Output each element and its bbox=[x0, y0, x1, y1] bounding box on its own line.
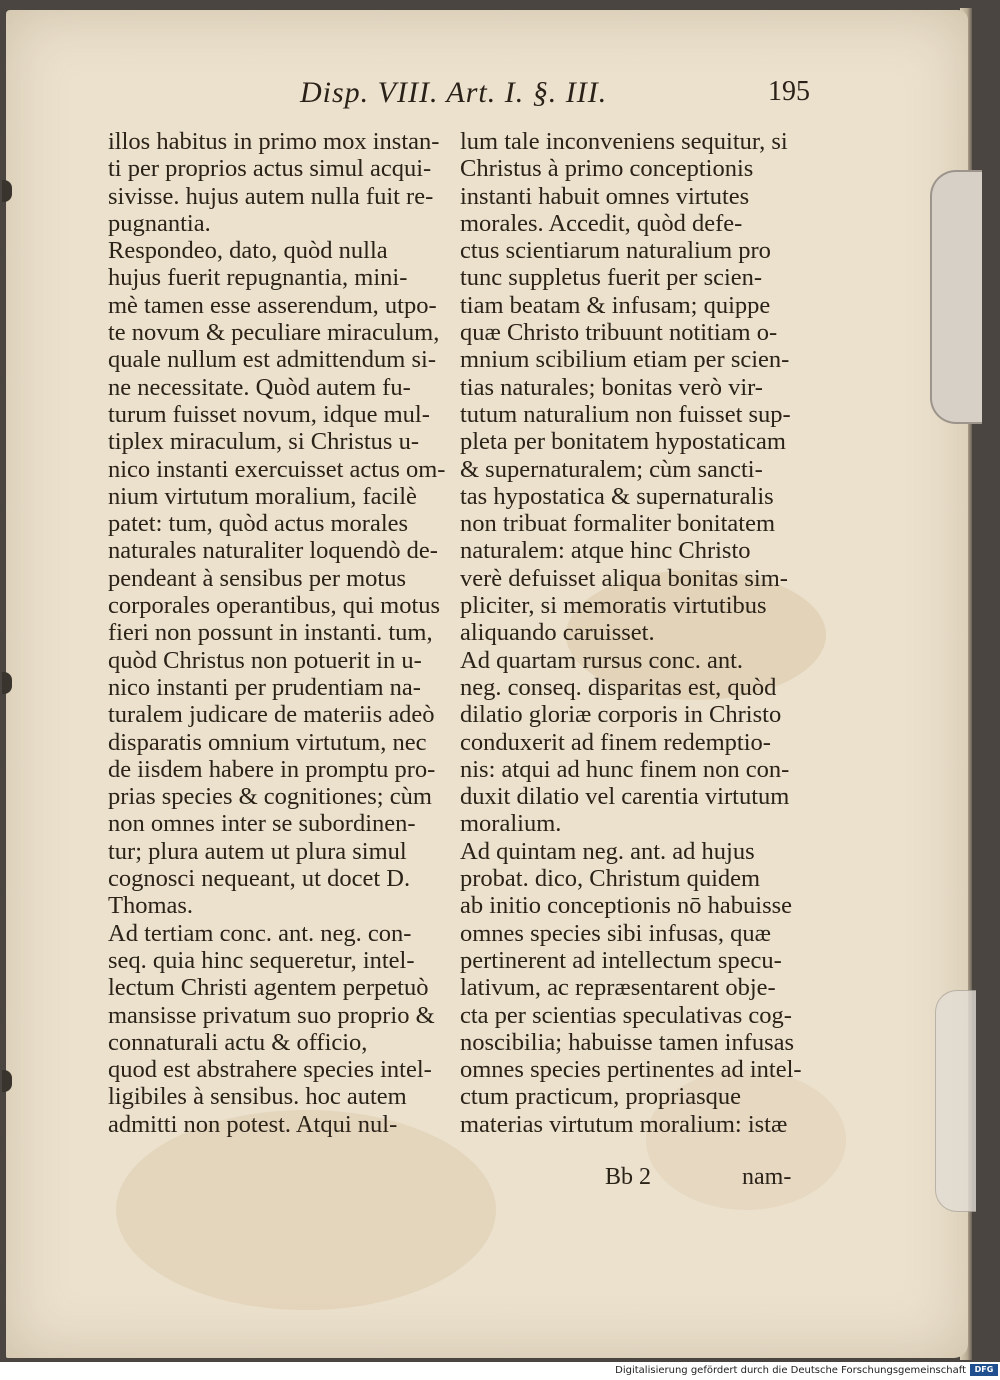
text-line: duxit dilatio vel carentia virtutum bbox=[460, 783, 790, 811]
text-line: naturalem: atque hinc Christo bbox=[460, 537, 751, 565]
text-line: lativum, ac repræsentarent obje- bbox=[460, 974, 776, 1002]
text-line: turum fuisset novum, idque mul- bbox=[108, 400, 430, 428]
text-line: tias naturales; bonitas verò vir- bbox=[460, 373, 763, 401]
text-line: hujus fuerit repugnantia, mini- bbox=[108, 264, 408, 292]
text-line: Ad tertiam conc. ant. neg. con- bbox=[108, 919, 412, 947]
text-line: cta per scientias speculativas cog- bbox=[460, 1001, 792, 1029]
text-line: moralium. bbox=[460, 810, 562, 838]
text-line: instanti habuit omnes virtutes bbox=[460, 182, 750, 210]
text-line: ab initio conceptionis nō habuisse bbox=[460, 892, 793, 920]
page-number: 195 bbox=[768, 76, 810, 107]
text-line: corporales operantibus, qui motus bbox=[108, 592, 441, 620]
text-line: nium virtutum moralium, facilè bbox=[108, 482, 417, 510]
text-line: ti per proprios actus simul acqui- bbox=[108, 155, 432, 183]
text-line: tiplex miraculum, si Christus u- bbox=[108, 428, 419, 456]
text-line: tur; plura autem ut plura simul bbox=[108, 837, 407, 865]
text-line: lum tale inconveniens sequitur, si bbox=[460, 128, 788, 155]
text-line: Christus à primo conceptionis bbox=[460, 155, 754, 183]
text-line: tiam beatam & infusam; quippe bbox=[460, 291, 771, 319]
text-line: fieri non possunt in instanti. tum, bbox=[108, 619, 433, 647]
dfg-logo: DFG bbox=[970, 1364, 998, 1376]
text-line: Thomas. bbox=[108, 892, 194, 920]
text-line: tunc suppletus fuerit per scien- bbox=[460, 264, 763, 292]
text-line: non tribuat formaliter bonitatem bbox=[460, 510, 776, 538]
text-line: naturales naturaliter loquendò de- bbox=[108, 537, 438, 565]
text-line: de iisdem habere in promptu pro- bbox=[108, 755, 436, 783]
text-line: lectum Christi agentem perpetuò bbox=[108, 974, 429, 1002]
text-line: Ad quartam rursus conc. ant. bbox=[460, 646, 744, 674]
text-line: ctum practicum, propriasque bbox=[460, 1083, 741, 1111]
text-line: prias species & cognitiones; cùm bbox=[108, 783, 432, 811]
text-line: nico instanti per prudentiam na- bbox=[108, 673, 421, 701]
catchword: nam- bbox=[742, 1164, 792, 1190]
page-clip bbox=[935, 990, 976, 1212]
text-line: aliquando caruisset. bbox=[460, 619, 655, 647]
text-line: probat. dico, Christum quidem bbox=[460, 865, 761, 893]
text-line: connaturali actu & officio, bbox=[108, 1028, 368, 1056]
text-line: omnes species pertinentes ad intel- bbox=[460, 1056, 802, 1084]
page-clip bbox=[930, 170, 982, 424]
text-line: pliciter, si memoratis virtutibus bbox=[460, 592, 767, 620]
text-line: pertinerent ad intellectum specu- bbox=[460, 946, 782, 974]
text-line: tutum naturalium non fuisset sup- bbox=[460, 400, 791, 428]
text-line: admitti non potest. Atqui nul- bbox=[108, 1110, 398, 1138]
text-line: ctus scientiarum naturalium pro bbox=[460, 237, 771, 265]
text-line: noscibilia; habuisse tamen infusas bbox=[460, 1028, 795, 1056]
signature-mark: Bb 2 bbox=[605, 1164, 652, 1190]
text-line: seq. quia hinc sequeretur, intel- bbox=[108, 946, 415, 974]
text-line: quæ Christo tribuunt notitiam o- bbox=[460, 319, 778, 347]
text-line: quale nullum est admittendum si- bbox=[108, 346, 436, 374]
text-line: te novum & peculiare miraculum, bbox=[108, 319, 440, 347]
text-line: conduxerit ad finem redemptio- bbox=[460, 728, 771, 756]
text-line: ligibiles à sensibus. hoc autem bbox=[108, 1083, 407, 1111]
text-line: pendeant à sensibus per motus bbox=[108, 564, 407, 592]
text-line: Respondeo, dato, quòd nulla bbox=[108, 237, 388, 265]
left-text-column bbox=[108, 128, 448, 1138]
text-line: morales. Accedit, quòd defe- bbox=[460, 209, 743, 237]
text-line: mansisse privatum suo proprio & bbox=[108, 1001, 435, 1029]
right-text-column bbox=[460, 128, 810, 1138]
text-line: quòd Christus non potuerit in u- bbox=[108, 646, 422, 674]
text-line: materias virtutum moralium: istæ bbox=[460, 1110, 788, 1138]
text-line: pugnantia. bbox=[108, 209, 211, 237]
text-line: dilatio gloriæ corporis in Christo bbox=[460, 701, 782, 729]
paper-stain bbox=[116, 1110, 496, 1310]
text-line: illos habitus in primo mox instan- bbox=[108, 128, 440, 155]
text-line: sivisse. hujus autem nulla fuit re- bbox=[108, 182, 434, 210]
text-line: & supernaturalem; cùm sancti- bbox=[460, 455, 763, 483]
text-line: quod est abstrahere species intel- bbox=[108, 1056, 432, 1084]
text-line: nico instanti exercuisset actus om- bbox=[108, 455, 446, 483]
text-line: ne necessitate. Quòd autem fu- bbox=[108, 373, 411, 401]
page-header bbox=[300, 76, 810, 116]
text-line: disparatis omnium virtutum, nec bbox=[108, 728, 427, 756]
text-line: tas hypostatica & supernaturalis bbox=[460, 482, 774, 510]
text-line: turalem judicare de materiis adeò bbox=[108, 701, 435, 729]
text-line: non omnes inter se subordinen- bbox=[108, 810, 416, 838]
text-line: nis: atqui ad hunc finem non con- bbox=[460, 755, 790, 783]
text-line: cognosci nequeant, ut docet D. bbox=[108, 865, 411, 893]
text-line: omnes species sibi infusas, quæ bbox=[460, 919, 771, 947]
text-line: patet: tum, quòd actus morales bbox=[108, 510, 409, 538]
text-line: pleta per bonitatem hypostaticam bbox=[460, 428, 786, 456]
text-line: neg. conseq. disparitas est, quòd bbox=[460, 673, 777, 701]
text-line: verè defuisset aliqua bonitas sim- bbox=[460, 564, 788, 592]
running-head: Disp. VIII. Art. I. §. III. bbox=[300, 76, 608, 109]
digitization-credit: Digitalisierung gefördert durch die Deutsche Forschungsgemeinschaft bbox=[615, 1365, 966, 1376]
text-line: mnium scibilium etiam per scien- bbox=[460, 346, 790, 374]
text-line: mè tamen esse asserendum, utpo- bbox=[108, 291, 437, 319]
text-line: Ad quintam neg. ant. ad hujus bbox=[460, 837, 755, 865]
